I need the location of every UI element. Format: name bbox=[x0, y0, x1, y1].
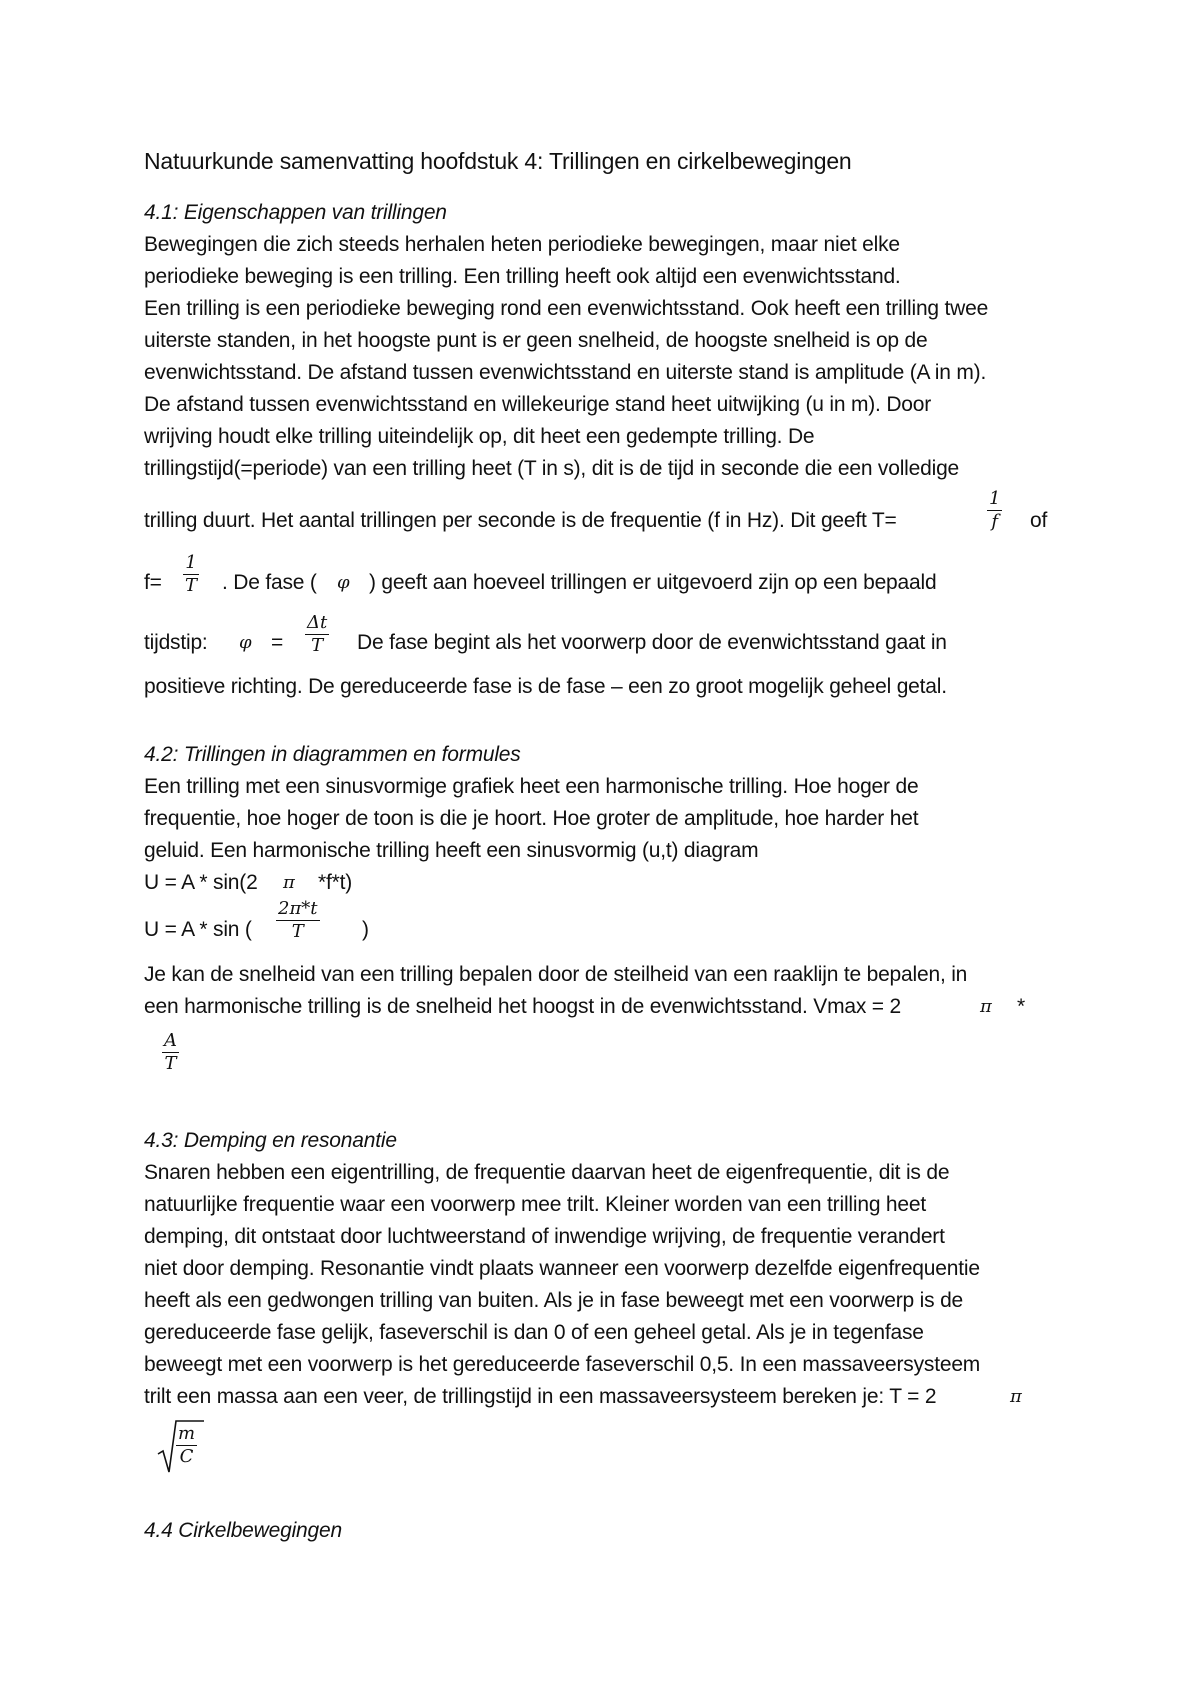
paragraph-line: beweegt met een voorwerp is het gereduceerde faseverschil 0,5. In een massaveersysteem bbox=[144, 1353, 981, 1376]
square-root-m-over-C bbox=[156, 1418, 206, 1474]
paragraph-line: demping, dit ontstaat door luchtweerstand of inwendige wrijving, de frequentie verandert bbox=[144, 1225, 945, 1248]
paragraph-line: trilt een massa aan een veer, de trillingstijd in een massaveersysteem bereken je: T = 2 bbox=[144, 1385, 937, 1408]
fraction-1-over-T bbox=[183, 552, 199, 597]
paragraph-line: heeft als een gedwongen trilling van buiten. Als je in fase beweegt met een voorwerp is de bbox=[144, 1289, 964, 1312]
paragraph-word: f= bbox=[144, 571, 162, 594]
paragraph-line: trilling duurt. Het aantal trillingen per seconde is de frequentie (f in Hz). Dit geeft T= bbox=[144, 509, 897, 532]
paragraph-line: uiterste standen, in het hoogste punt is er geen snelheid, de hoogste snelheid is op de bbox=[144, 329, 928, 352]
paragraph-line: niet door demping. Resonantie vindt plaats wanneer een voorwerp dezelfde eigenfrequentie bbox=[144, 1257, 980, 1280]
paragraph-line: frequentie, hoe hoger de toon is die je hoort. Hoe groter de amplitude, hoe harder het bbox=[144, 807, 919, 830]
formula-start: U = A * sin ( bbox=[144, 918, 252, 941]
paragraph-line: Een trilling is een periodieke beweging rond een evenwichtsstand. Ook heeft een trilling twee bbox=[144, 297, 989, 320]
paragraph-line: Bewegingen die zich steeds herhalen heten periodieke bewegingen, maar niet elke bbox=[144, 233, 900, 256]
fraction-1-over-f bbox=[987, 488, 1002, 533]
fraction-denominator: T bbox=[305, 634, 329, 657]
fraction-numerator: 2π*t bbox=[278, 898, 318, 919]
fraction-denominator: T bbox=[162, 1052, 179, 1075]
formula-end: *f*t) bbox=[318, 871, 353, 894]
paragraph-line: De afstand tussen evenwichtsstand en willekeurige stand heet uitwijking (u in m). Door bbox=[144, 393, 932, 416]
document-title: Natuurkunde samenvatting hoofdstuk 4: Trillingen en cirkelbewegingen bbox=[144, 148, 852, 174]
section-heading-4-4: 4.4 Cirkelbewegingen bbox=[144, 1519, 342, 1542]
paragraph-line: positieve richting. De gereduceerde fase is de fase – een zo groot mogelijk geheel getal. bbox=[144, 675, 947, 698]
fraction-denominator: T bbox=[185, 575, 198, 596]
paragraph-line: wrijving houdt elke trilling uiteindelijk op, dit heet een gedempte trilling. De bbox=[144, 425, 815, 448]
phi-symbol: φ bbox=[337, 572, 350, 593]
pi-symbol: π bbox=[283, 872, 295, 893]
section-heading-4-3: 4.3: Demping en resonantie bbox=[144, 1129, 397, 1152]
paragraph-line: trillingstijd(=periode) van een trilling heet (T in s), dit is de tijd in seconde die een volledige bbox=[144, 457, 960, 480]
fraction-denominator: T bbox=[276, 920, 320, 943]
paragraph-line: periodieke beweging is een trilling. Een trilling heeft ook altijd een evenwichtsstand. bbox=[144, 265, 901, 288]
paragraph-word: . De fase ( bbox=[222, 571, 317, 594]
fraction-numerator: m bbox=[178, 1423, 196, 1444]
phi-symbol: φ bbox=[239, 632, 252, 653]
pi-symbol: π bbox=[1010, 1386, 1022, 1407]
paragraph-word: of bbox=[1030, 509, 1048, 532]
fraction-m-over-C bbox=[176, 1423, 197, 1468]
fraction-numerator: Δt bbox=[307, 612, 328, 633]
fraction-numerator: 1 bbox=[989, 488, 1001, 509]
fraction-numerator: 1 bbox=[185, 552, 197, 573]
fraction-denominator: C bbox=[176, 1445, 197, 1468]
paragraph-line: een harmonische trilling is de snelheid het hoogst in de evenwichtsstand. Vmax = 2 bbox=[144, 995, 901, 1018]
formula-end: ) bbox=[362, 918, 369, 941]
paragraph-line: Een trilling met een sinusvormige grafiek heet een harmonische trilling. Hoe hoger de bbox=[144, 775, 919, 798]
paragraph-line: ) geeft aan hoeveel trillingen er uitgevoerd zijn op een bepaald bbox=[369, 571, 937, 594]
paragraph-line: geluid. Een harmonische trilling heeft een sinusvormig (u,t) diagram bbox=[144, 839, 759, 862]
paragraph-line: evenwichtsstand. De afstand tussen evenwichtsstand en uiterste stand is amplitude (A in m). bbox=[144, 361, 987, 384]
fraction-A-over-T bbox=[162, 1030, 179, 1075]
fraction-denominator: f bbox=[987, 510, 1002, 533]
formula-start: U = A * sin(2 bbox=[144, 871, 258, 894]
fraction-numerator: A bbox=[164, 1030, 177, 1051]
multiply-sign: * bbox=[1017, 995, 1025, 1018]
paragraph-word: tijdstip: bbox=[144, 631, 208, 654]
section-heading-4-1: 4.1: Eigenschappen van trillingen bbox=[144, 201, 447, 224]
paragraph-line: De fase begint als het voorwerp door de evenwichtsstand gaat in bbox=[357, 631, 947, 654]
pi-symbol: π bbox=[980, 996, 992, 1017]
fraction-delta-t-over-T bbox=[305, 612, 329, 657]
paragraph-line: Je kan de snelheid van een trilling bepalen door de steilheid van een raaklijn te bepalen, in bbox=[144, 963, 968, 986]
paragraph-line: natuurlijke frequentie waar een voorwerp mee trilt. Kleiner worden van een trilling heet bbox=[144, 1193, 926, 1216]
section-heading-4-2: 4.2: Trillingen in diagrammen en formules bbox=[144, 743, 521, 766]
paragraph-line: Snaren hebben een eigentrilling, de frequentie daarvan heet de eigenfrequentie, dit is de bbox=[144, 1161, 950, 1184]
paragraph-line: gereduceerde fase gelijk, faseverschil is dan 0 of een geheel getal. Als je in tegenfase bbox=[144, 1321, 924, 1344]
equals-sign: = bbox=[271, 631, 284, 654]
fraction-2pi-t-over-T bbox=[276, 898, 320, 943]
